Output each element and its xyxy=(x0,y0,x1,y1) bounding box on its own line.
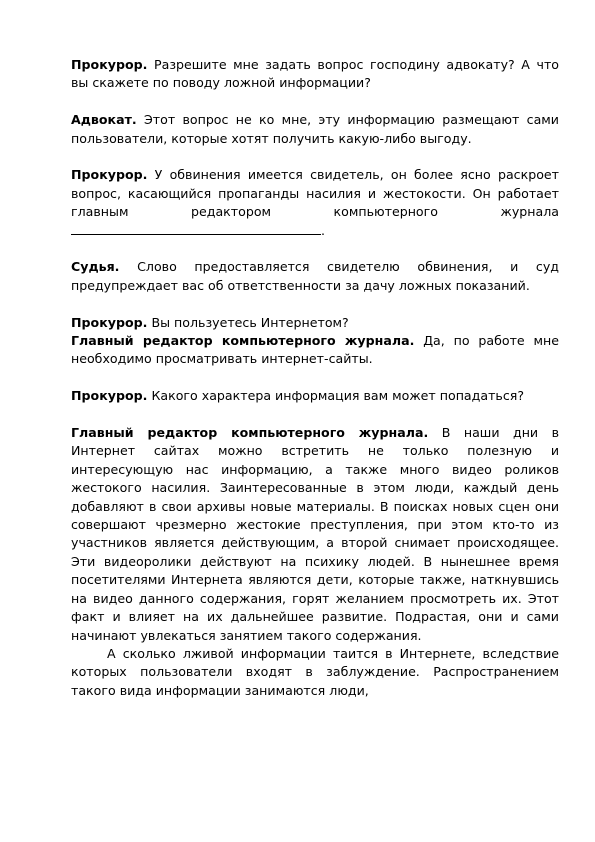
speech-text-end: . xyxy=(321,222,326,238)
speaker-label: Прокурор. xyxy=(71,57,148,72)
speech-text: В наши дни в Интернет сайтах можно встретить не только полезную и интересующую нас информацию, а также много видео роликов жестокого насилия. Заинтересованные в этом люди, каждый день добавляют в свои архивы новые материалы. В поисках новых сцен они совершают чрезмерно жестокие преступления, при этом кто-то из участников является действующим, а второй снимает происходящее. Эти видеоролики действуют на психику людей. В нынешнее время посетителями Интернета являются дети, которые также, наткнувшись на видео данного содержания, горят желанием просмотреть их. Этот факт и влияет на их дальнейшее развитие. Подрастая, они и сами начинают увлекаться занятием такого содержания. xyxy=(71,425,560,643)
speaker-label: Судья. xyxy=(71,259,120,275)
dialogue-paragraph xyxy=(71,258,559,295)
speaker-label: Прокурор. xyxy=(71,388,148,404)
speaker-label: Прокурор. xyxy=(71,167,148,183)
speaker-label: Прокурор. xyxy=(71,314,148,330)
speech-text: Да, по работе мне необходимо просматривать интернет-сайты. xyxy=(71,333,560,367)
dialogue-paragraph xyxy=(71,166,559,240)
speech-text: Разрешите мне задать вопрос господину адвокату? А что вы скажете по поводу ложной информации? xyxy=(71,57,559,91)
speaker-label: Адвокат. xyxy=(71,112,137,128)
speech-text: Этот вопрос не ко мне, эту информацию размещают сами пользователи, которые хотят получить какую-либо выгоду. xyxy=(71,112,559,146)
dialogue-paragraph xyxy=(71,332,559,369)
body-paragraph xyxy=(71,645,559,700)
body-text: А сколько лживой информации таится в Интернете, вследствие которых пользователи входят в заблуждение. Распространением такого вида информации занимаются люди, xyxy=(71,645,559,698)
document-page xyxy=(71,56,559,700)
speech-text: У обвинения имеется свидетель, он более ясно раскроет вопрос, касающийся пропаганды насилия и жестокости. Он работает главным редактором компьютерного журнала xyxy=(71,167,559,220)
dialogue-paragraph xyxy=(71,111,559,148)
speaker-label: Главный редактор компьютерного журнала. xyxy=(71,425,429,441)
dialogue-paragraph xyxy=(71,56,559,93)
speech-text: Какого характера информация вам может попадаться? xyxy=(151,388,525,404)
speech-text: Слово предоставляется свидетелю обвинения, и суд предупреждает вас об ответственности за дачу ложных показаний. xyxy=(71,259,559,293)
dialogue-paragraph xyxy=(71,314,559,332)
dialogue-paragraph xyxy=(71,424,559,645)
dialogue-paragraph xyxy=(71,387,559,405)
fill-in-blank-line xyxy=(71,222,321,235)
speech-text: Вы пользуетесь Интернетом? xyxy=(151,314,349,330)
speaker-label: Главный редактор компьютерного журнала. xyxy=(71,333,415,349)
